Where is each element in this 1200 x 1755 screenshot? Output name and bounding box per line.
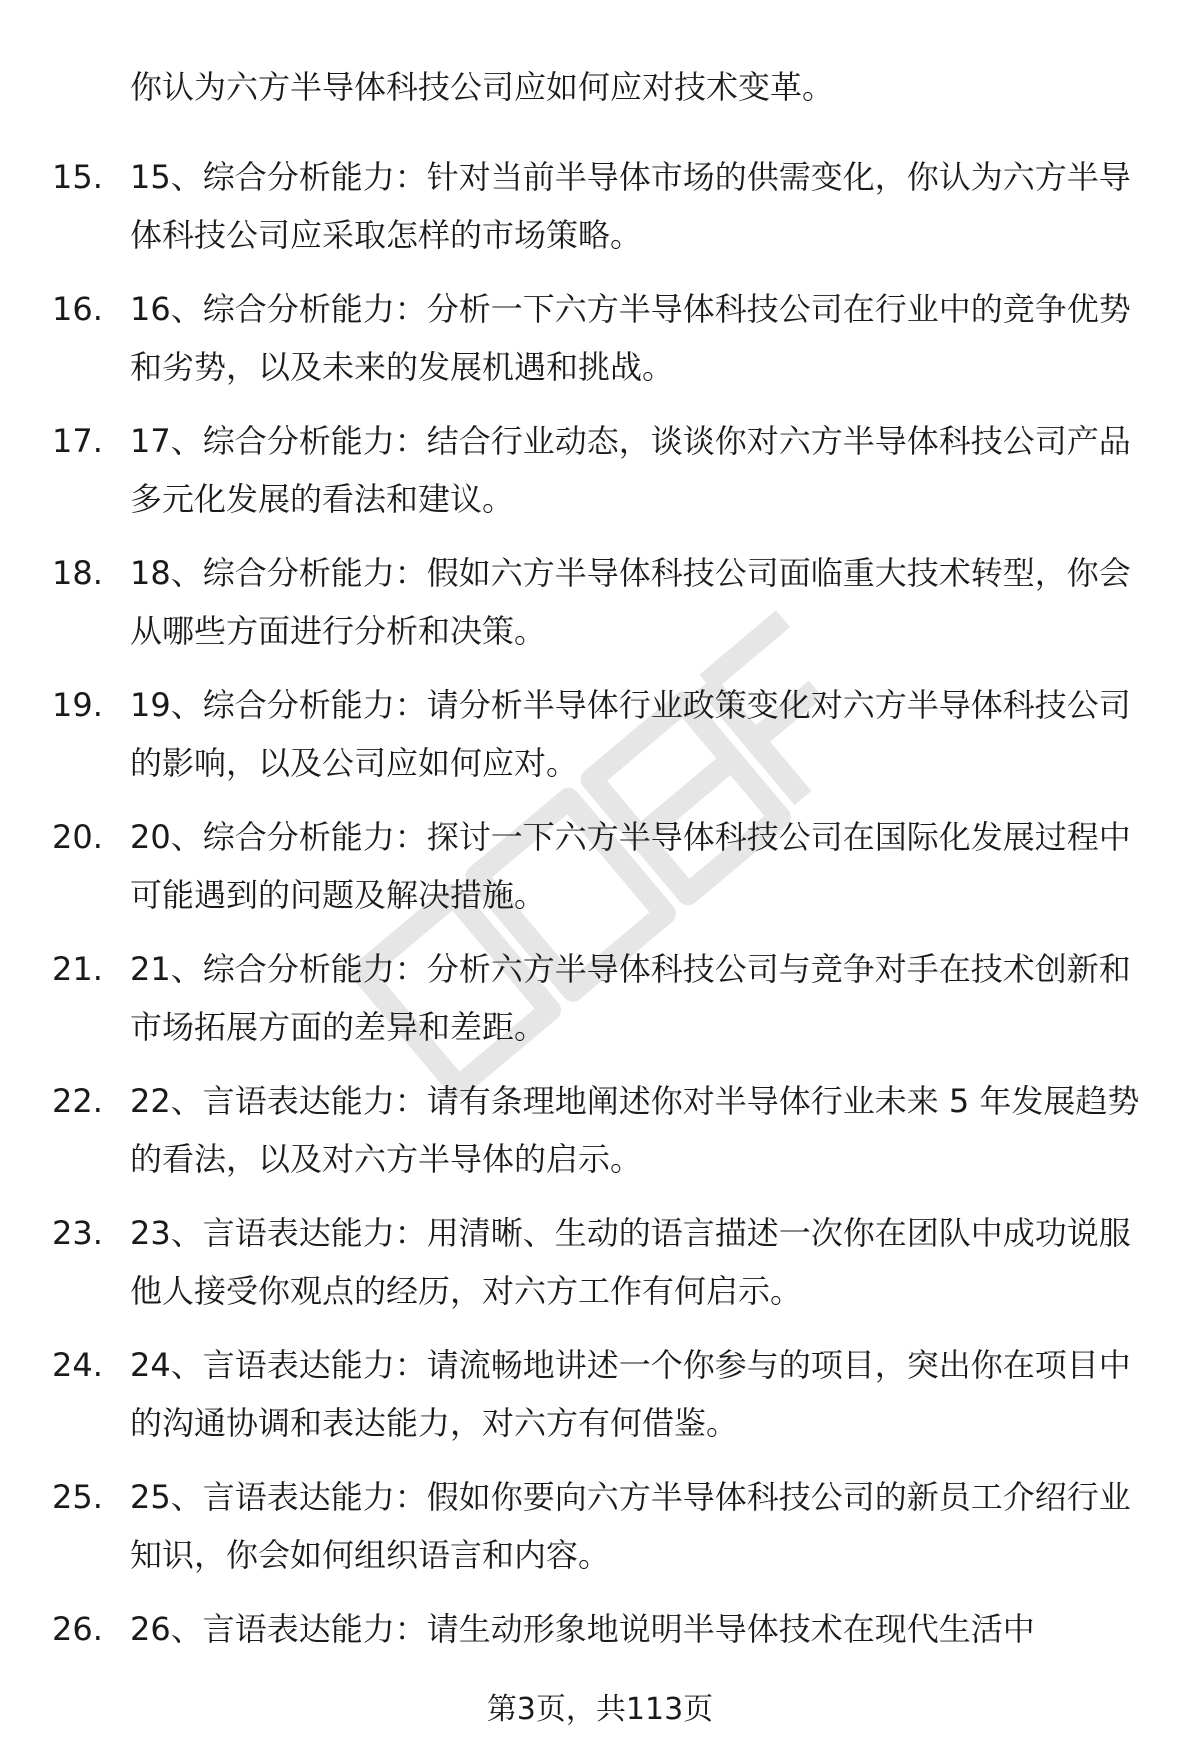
list-item bbox=[0, 412, 1200, 528]
list-item bbox=[0, 1600, 1200, 1658]
list-item bbox=[0, 1336, 1200, 1452]
item-number: 19. bbox=[52, 686, 103, 724]
list-item bbox=[0, 1204, 1200, 1320]
question-list bbox=[0, 148, 1200, 1674]
list-item bbox=[0, 280, 1200, 396]
item-number: 20. bbox=[52, 818, 103, 856]
item-text: 23、言语表达能力：用清晰、生动的语言描述一次你在团队中成功说服他人接受你观点的经历，对六方工作有何启示。 bbox=[130, 1214, 1131, 1310]
item-text: 21、综合分析能力：分析六方半导体科技公司与竞争对手在技术创新和市场拓展方面的差异和差距。 bbox=[130, 950, 1131, 1046]
list-item bbox=[0, 1072, 1200, 1188]
item-number: 15. bbox=[52, 158, 103, 196]
item-number: 26. bbox=[52, 1610, 103, 1648]
item-text: 15、综合分析能力：针对当前半导体市场的供需变化，你认为六方半导体科技公司应采取怎样的市场策略。 bbox=[130, 158, 1131, 254]
list-item bbox=[0, 544, 1200, 660]
item-text: 24、言语表达能力：请流畅地讲述一个你参与的项目，突出你在项目中的沟通协调和表达能力，对六方有何借鉴。 bbox=[130, 1346, 1131, 1442]
item-number: 16. bbox=[52, 290, 103, 328]
item-number: 25. bbox=[52, 1478, 103, 1516]
item-text: 16、综合分析能力：分析一下六方半导体科技公司在行业中的竞争优势和劣势，以及未来的发展机遇和挑战。 bbox=[130, 290, 1131, 386]
item-text: 22、言语表达能力：请有条理地阐述你对半导体行业未来 5 年发展趋势的看法，以及对六方半导体的启示。 bbox=[130, 1082, 1140, 1178]
item-text: 18、综合分析能力：假如六方半导体科技公司面临重大技术转型，你会从哪些方面进行分析和决策。 bbox=[130, 554, 1131, 650]
item-text: 17、综合分析能力：结合行业动态，谈谈你对六方半导体科技公司产品多元化发展的看法和建议。 bbox=[130, 422, 1131, 518]
item-number: 24. bbox=[52, 1346, 103, 1384]
item-text: 25、言语表达能力：假如你要向六方半导体科技公司的新员工介绍行业知识，你会如何组织语言和内容。 bbox=[130, 1478, 1131, 1574]
list-item bbox=[0, 808, 1200, 924]
item-number: 21. bbox=[52, 950, 103, 988]
page-footer: 第3页，共113页 bbox=[486, 1692, 714, 1727]
item-text: 19、综合分析能力：请分析半导体行业政策变化对六方半导体科技公司的影响，以及公司应如何应对。 bbox=[130, 686, 1131, 782]
list-item bbox=[0, 940, 1200, 1056]
item-number: 18. bbox=[52, 554, 103, 592]
item-number: 17. bbox=[52, 422, 103, 460]
item-text: 20、综合分析能力：探讨一下六方半导体科技公司在国际化发展过程中可能遇到的问题及解决措施。 bbox=[130, 818, 1131, 914]
list-item bbox=[0, 148, 1200, 264]
item-text: 26、言语表达能力：请生动形象地说明半导体技术在现代生活中 bbox=[130, 1610, 1035, 1648]
list-item bbox=[0, 676, 1200, 792]
item-number: 22. bbox=[52, 1082, 103, 1120]
continuation-text: 你认为六方半导体科技公司应如何应对技术变革。 bbox=[130, 68, 835, 106]
list-item bbox=[0, 1468, 1200, 1584]
item-number: 23. bbox=[52, 1214, 103, 1252]
